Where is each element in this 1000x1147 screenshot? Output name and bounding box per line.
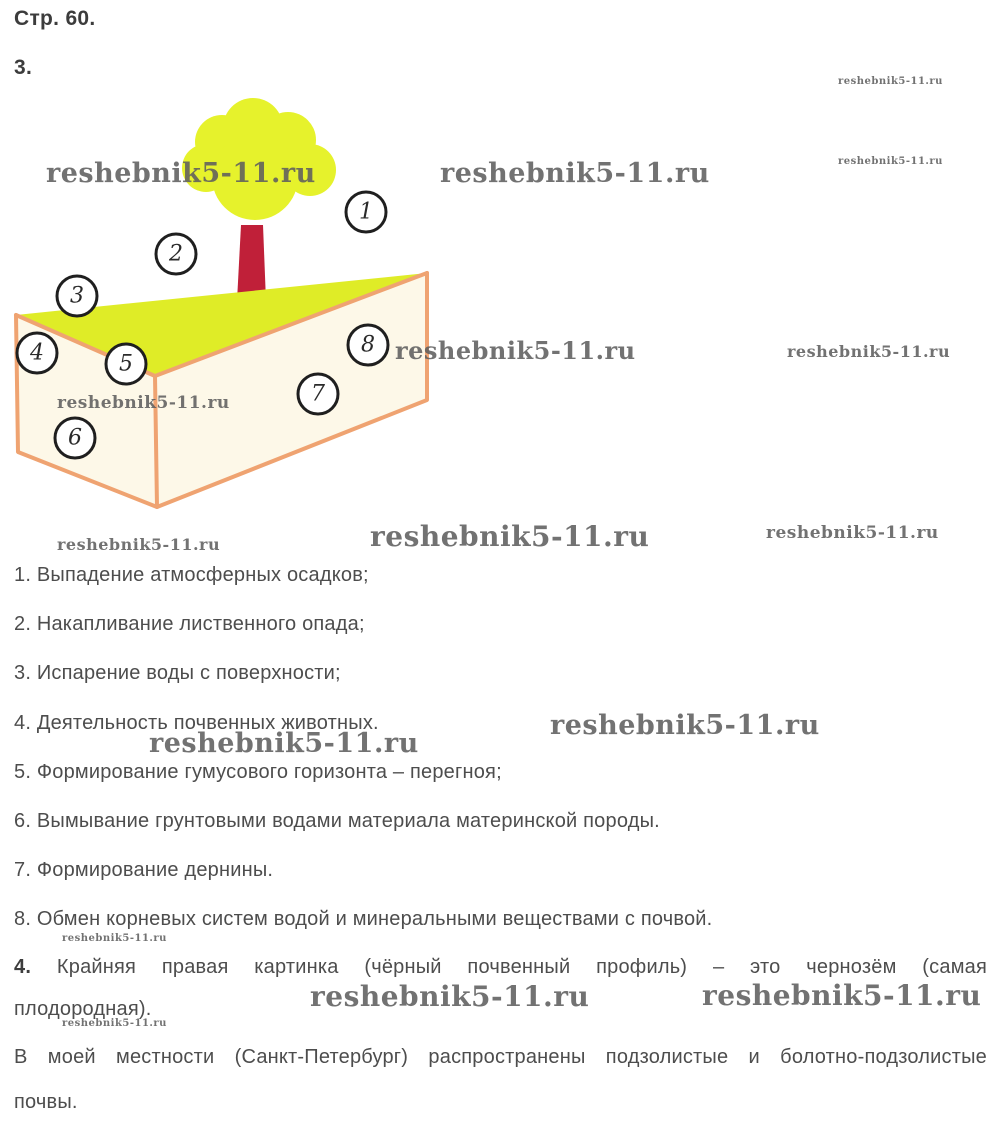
- site-watermark: reshebnik5-11.ru: [550, 710, 820, 741]
- site-watermark: reshebnik5-11.ru: [57, 393, 230, 413]
- diagram-marker-1: 1: [345, 191, 388, 234]
- diagram-marker-7: 7: [297, 373, 340, 416]
- site-watermark: reshebnik5-11.ru: [838, 76, 943, 87]
- tree-trunk: [237, 225, 266, 301]
- task3-number: 3.: [14, 56, 33, 79]
- site-watermark: reshebnik5-11.ru: [46, 158, 316, 189]
- task4-answer-line2: плодородная).: [14, 998, 152, 1020]
- task4-extra-line2: почвы.: [14, 1091, 78, 1113]
- task4-text: Крайняя правая картинка (чёрный почвенный профиль) – это чернозём (самая: [56, 956, 987, 978]
- site-watermark: reshebnik5-11.ru: [395, 336, 636, 365]
- site-watermark: reshebnik5-11.ru: [149, 728, 419, 759]
- answer-item-8: 8. Обмен корневых систем водой и минеральными веществами с почвой.: [14, 908, 713, 930]
- site-watermark: reshebnik5-11.ru: [57, 535, 221, 554]
- site-watermark: reshebnik5-11.ru: [370, 520, 650, 553]
- answer-item-1: 1. Выпадение атмосферных осадков;: [14, 564, 369, 586]
- diagram-marker-2: 2: [155, 233, 198, 276]
- diagram-marker-3: 3: [56, 275, 99, 318]
- page-title: Стр. 60.: [14, 7, 96, 30]
- diagram-marker-6: 6: [54, 417, 97, 460]
- answer-item-2: 2. Накапливание лиственного опада;: [14, 613, 365, 635]
- answer-item-6: 6. Вымывание грунтовыми водами материала материнской породы.: [14, 810, 660, 832]
- site-watermark: reshebnik5-11.ru: [766, 523, 939, 543]
- site-watermark: reshebnik5-11.ru: [62, 1018, 167, 1029]
- answer-item-4: 4. Деятельность почвенных животных.: [14, 712, 379, 734]
- answer-item-3: 3. Испарение воды с поверхности;: [14, 662, 341, 684]
- task4-number: 4.: [14, 956, 32, 978]
- diagram-marker-4: 4: [16, 332, 59, 375]
- task4-extra-line1: В моей местности (Санкт-Петербург) распространены подзолистые и болотно-подзолистые: [14, 1046, 987, 1068]
- diagram-marker-8: 8: [347, 324, 390, 367]
- answer-item-5: 5. Формирование гумусового горизонта – перегноя;: [14, 761, 502, 783]
- site-watermark: reshebnik5-11.ru: [310, 980, 590, 1013]
- site-watermark: reshebnik5-11.ru: [787, 342, 951, 361]
- site-watermark: reshebnik5-11.ru: [440, 158, 710, 189]
- site-watermark: reshebnik5-11.ru: [62, 933, 167, 944]
- site-watermark: reshebnik5-11.ru: [702, 979, 982, 1012]
- diagram-marker-5: 5: [105, 343, 148, 386]
- answer-item-7: 7. Формирование дернины.: [14, 859, 274, 881]
- site-watermark: reshebnik5-11.ru: [838, 156, 943, 167]
- task4-answer-line1: [14, 955, 987, 980]
